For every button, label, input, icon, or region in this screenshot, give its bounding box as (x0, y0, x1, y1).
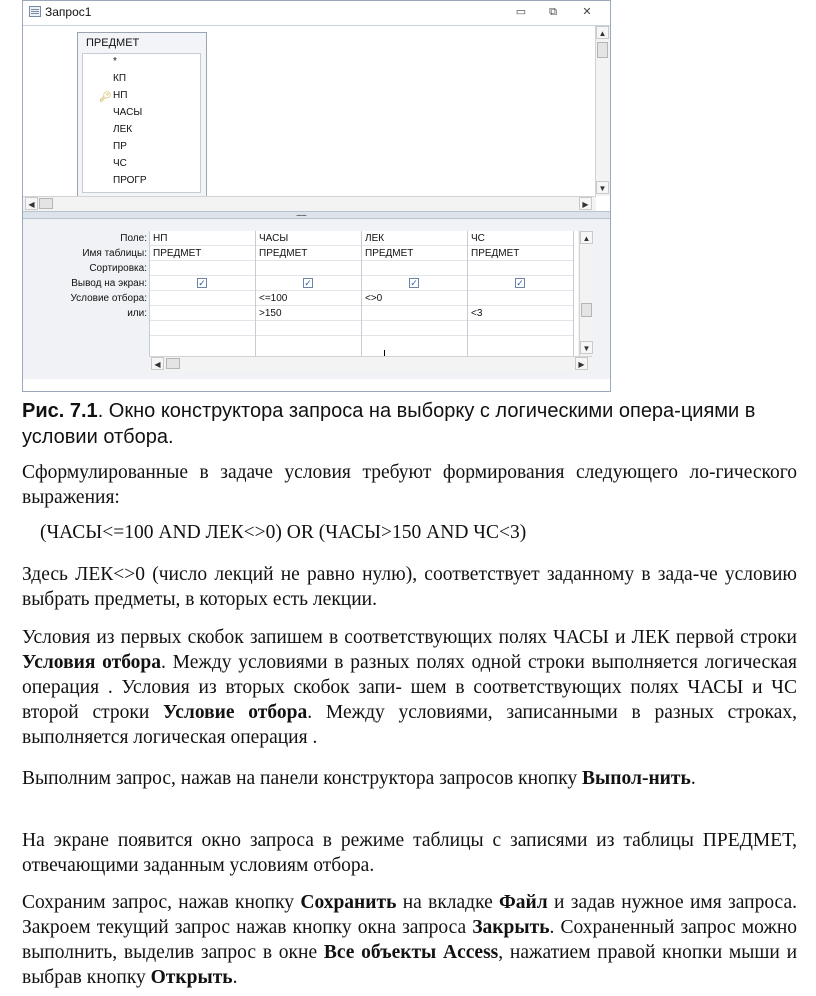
design-grid (149, 231, 578, 356)
p6-text-d: и задав нужное имя запроса. Закроем текущий запрос нажав кнопку окна запроса (22, 892, 797, 938)
show-cell (468, 276, 573, 291)
field-item-lek[interactable]: ЛЕК (113, 124, 133, 135)
p6-text-e: . Сохраненный запрос можно выполнить, выделив запрос в окне (22, 917, 798, 963)
restore-button[interactable]: ⧉ (549, 6, 557, 18)
row-label-field: Поле: (120, 233, 147, 244)
empty-cell[interactable] (362, 336, 467, 351)
sort-cell[interactable] (256, 261, 361, 276)
minimize-button[interactable]: ▭ (515, 6, 527, 18)
paragraph-6 (22, 890, 797, 990)
or-cell[interactable]: <3 (468, 306, 573, 321)
grid-horizontal-scrollbar[interactable] (149, 356, 592, 371)
paragraph-3 (22, 625, 797, 750)
table-cell[interactable]: ПРЕДМЕТ (362, 246, 467, 261)
empty-cell[interactable] (150, 321, 255, 336)
table-cell[interactable]: ПРЕДМЕТ (150, 246, 255, 261)
field-item-pr[interactable]: ПР (113, 141, 127, 152)
table-pane (23, 26, 598, 196)
p6-text-a: Сохраним запрос, нажав кнопку (22, 892, 301, 913)
criteria-cell[interactable]: <>0 (362, 291, 467, 306)
figure-caption (22, 398, 797, 450)
p6-text-g: . (232, 967, 238, 988)
or-cell[interactable]: >150 (256, 306, 361, 321)
field-item-all[interactable]: * (113, 56, 117, 67)
show-checkbox[interactable]: ✓ (304, 278, 312, 288)
p3-bold-criterion: Условие отбора (163, 702, 308, 723)
p6-text-f: , нажатием правой кнопки мыши и выбрав кнопку (22, 942, 797, 988)
row-label-show: Вывод на экран: (71, 278, 147, 289)
criteria-cell[interactable] (468, 291, 573, 306)
field-item-progr[interactable]: ПРОГР (113, 175, 147, 186)
sort-cell[interactable] (362, 261, 467, 276)
key-icon: 🔑︎ (99, 92, 112, 103)
scroll-right-icon[interactable]: ▶ (579, 197, 592, 210)
caption-label: Рис. 7.1 (22, 400, 98, 422)
query-icon (29, 6, 41, 17)
logical-formula: (ЧАСЫ<=100 AND ЛЕК<>0) OR (ЧАСЫ>150 AND ЧС<3) (40, 522, 527, 543)
scroll-thumb[interactable] (597, 42, 608, 58)
row-label-or: или: (127, 308, 147, 319)
field-list-title: ПРЕДМЕТ (86, 37, 140, 49)
table-cell[interactable]: ПРЕДМЕТ (468, 246, 573, 261)
show-checkbox[interactable]: ✓ (410, 278, 418, 288)
grid-column-chasy (256, 231, 362, 356)
table-cell[interactable]: ПРЕДМЕТ (256, 246, 361, 261)
criteria-cell[interactable]: <=100 (256, 291, 361, 306)
pane-splitter[interactable] (23, 208, 610, 219)
upper-horizontal-scrollbar[interactable] (23, 196, 596, 211)
scroll-thumb[interactable] (581, 303, 592, 317)
grid-vertical-scrollbar[interactable] (579, 231, 594, 356)
field-cell[interactable]: ЧС (468, 231, 573, 246)
p3-bold-criteria: Условия отбора (22, 652, 162, 673)
field-item-np[interactable]: НП (113, 90, 128, 101)
show-checkbox[interactable]: ✓ (516, 278, 524, 288)
paragraph-4 (22, 766, 797, 791)
p6-bold-save: Сохранить (300, 892, 397, 913)
paragraph-2: Здесь ЛЕК<>0 (число лекций не равно нулю), соответствует заданному в зада-че условию выбрать предметы, в которых есть лекции. (22, 564, 797, 610)
field-item-chs[interactable]: ЧС (113, 158, 127, 169)
row-label-criteria: Условие отбора: (70, 293, 147, 304)
empty-cell[interactable] (468, 336, 573, 351)
grid-row-labels (23, 231, 147, 321)
show-cell (256, 276, 361, 291)
p3-text-c: . Между условиями в разных полях одной строки выполняется логическая операция . Условия из вторых скобок запи- шем в соответствующих полях ЧАСЫ и ЧС второй строки (22, 652, 797, 723)
p6-bold-all-objects: Все объекты Access (323, 942, 499, 963)
field-cell[interactable]: НП (150, 231, 255, 246)
field-cell[interactable]: ЧАСЫ (256, 231, 361, 246)
field-item-kp[interactable]: КП (113, 73, 127, 84)
p4-text-c: . (690, 768, 696, 789)
scroll-down-icon[interactable]: ▼ (580, 341, 593, 354)
scroll-up-icon[interactable]: ▲ (596, 26, 609, 39)
sort-cell[interactable] (150, 261, 255, 276)
p6-bold-open: Открыть (150, 967, 233, 988)
p6-bold-close: Закрыть (472, 917, 550, 938)
window-title: Запрос1 (45, 5, 92, 19)
empty-cell[interactable] (256, 336, 361, 351)
field-item-chasy[interactable]: ЧАСЫ (113, 107, 143, 118)
field-list-predmet[interactable] (77, 32, 207, 197)
paragraph-1: Сформулированные в задаче условия требуют формирования следующего ло-гического выражения: (22, 462, 797, 508)
title-bar (23, 1, 610, 26)
upper-vertical-scrollbar[interactable] (595, 26, 610, 196)
criteria-cell[interactable] (150, 291, 255, 306)
grid-column-np (150, 231, 256, 356)
grid-column-lek (362, 231, 468, 356)
close-button[interactable]: ✕ (582, 6, 592, 18)
p3-text-d: . Между условиями, записанными в разных строках, выполняется логическая операция . (22, 702, 797, 748)
p4-bold-run: Выпол-нить (582, 768, 691, 789)
p6-text-c: на вкладке (396, 892, 500, 913)
p4-text-a: Выполним запрос, нажав на панели конструктора запросов кнопку (22, 768, 583, 789)
empty-cell[interactable] (150, 336, 255, 351)
scroll-down-icon[interactable]: ▼ (596, 181, 609, 194)
query-design-window (22, 0, 611, 392)
show-cell (150, 276, 255, 291)
scroll-thumb[interactable] (166, 358, 180, 369)
scroll-thumb[interactable] (39, 198, 53, 209)
splitter-grip-icon: ........ (296, 208, 306, 218)
empty-cell[interactable] (468, 321, 573, 336)
empty-cell[interactable] (256, 321, 361, 336)
scroll-up-icon[interactable]: ▲ (580, 231, 593, 244)
grid-column-chs (468, 231, 574, 356)
show-checkbox[interactable]: ✓ (198, 278, 206, 288)
row-label-sort: Сортировка: (89, 263, 147, 274)
or-cell[interactable] (150, 306, 255, 321)
field-list-body (82, 53, 201, 193)
p6-bold-file: Файл (499, 892, 548, 913)
or-cell[interactable] (362, 306, 467, 321)
design-grid-pane (23, 219, 610, 379)
scroll-right-icon[interactable]: ▶ (575, 357, 588, 370)
row-label-table: Имя таблицы: (82, 248, 147, 259)
show-cell (362, 276, 467, 291)
sort-cell[interactable] (468, 261, 573, 276)
field-cell[interactable]: ЛЕК (362, 231, 467, 246)
paragraph-5: На экране появится окно запроса в режиме таблицы с записями из таблицы ПРЕДМЕТ, отвечающими заданным условиям отбора. (22, 830, 797, 876)
empty-cell[interactable] (362, 321, 467, 336)
caption-text: . Окно конструктора запроса на выборку с логическими опера-циями в условии отбора. (22, 400, 756, 448)
scroll-left-icon[interactable]: ◀ (151, 357, 164, 370)
scroll-left-icon[interactable]: ◀ (25, 197, 38, 210)
p3-text-a: Условия из первых скобок запишем в соответствующих полях ЧАСЫ и ЛЕК первой строки (22, 627, 797, 648)
